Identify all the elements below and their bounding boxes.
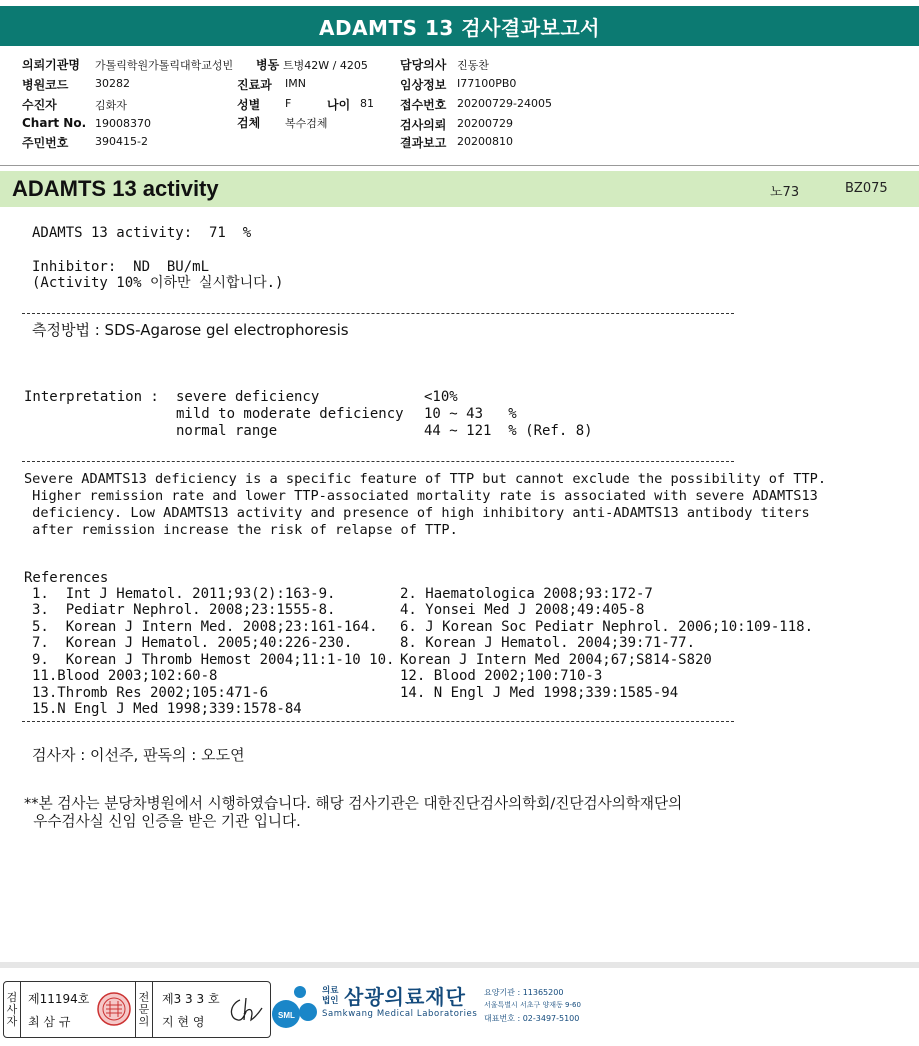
reference-item: 5. Korean J Intern Med. 2008;23:161-164. — [32, 619, 378, 635]
reference-item: 11.Blood 2003;102:60-8 — [32, 668, 218, 684]
inhibitor-result: Inhibitor: ND BU/mL — [32, 259, 210, 275]
clinical-info-label: 임상정보 — [400, 78, 447, 92]
section-band — [0, 171, 919, 207]
examiner-name: 최 삼 규 — [28, 1015, 71, 1029]
org-contact: 대표번호 : 02-3497-5100 — [484, 1014, 580, 1023]
doctor-value: 진동찬 — [457, 59, 489, 72]
ward-value: 트병42W / 4205 — [283, 59, 368, 72]
inhibitor-note: (Activity 10% 이하만 실시합니다.) — [32, 275, 284, 291]
interp-category: normal range — [176, 423, 278, 439]
report-date-value: 20200810 — [457, 135, 513, 148]
reference-item: 2. Haematologica 2008;93:172-7 — [400, 586, 653, 602]
interp-category: severe deficiency — [176, 389, 320, 405]
chart-no-value: 19008370 — [95, 117, 151, 130]
section-title: ADAMTS 13 activity — [12, 176, 219, 201]
notice-line: 우수검사실 신임 인증을 받은 기관 입니다. — [24, 813, 301, 830]
receipt-no-label: 접수번호 — [400, 98, 447, 112]
logo-text: SML — [278, 1011, 295, 1020]
age-value: 81 — [360, 97, 374, 110]
report-title: ADAMTS 13 검사결과보고서 — [0, 6, 919, 46]
ward-label: 병동 — [256, 58, 280, 72]
hospital-code-label: 병원코드 — [22, 78, 69, 92]
sml-logo-icon — [272, 984, 320, 1032]
specialist-name: 지 현 영 — [162, 1015, 205, 1029]
paragraph-line: after remission increase the risk of relapse of TTP. — [24, 522, 458, 538]
interp-category: mild to moderate deficiency — [176, 406, 404, 422]
method-line: 측정방법 : SDS-Agarose gel electrophoresis — [32, 321, 349, 339]
report-footer — [0, 962, 919, 1046]
examiner-license-no: 제11194호 — [28, 992, 90, 1006]
reference-item: 8. Korean J Hematol. 2004;39:71-77. — [400, 635, 696, 651]
report-body — [0, 215, 919, 955]
examiner-line: 검사자 : 이선주, 판독의 : 오도연 — [32, 746, 245, 764]
dashed-separator — [22, 461, 734, 462]
org-contact: 서울특별시 서초구 양재동 9-60 — [484, 1001, 581, 1009]
reference-item: Korean J Intern Med 2004;67;S814-S820 — [400, 652, 712, 668]
reference-item: 13.Thromb Res 2002;105:471-6 — [32, 685, 269, 701]
reference-item: 6. J Korean Soc Pediatr Nephrol. 2006;10:109-118. — [400, 619, 814, 635]
reference-item: 4. Yonsei Med J 2008;49:405-8 — [400, 602, 645, 618]
request-label: 검사의뢰 — [400, 118, 447, 132]
dashed-separator — [22, 313, 734, 314]
activity-result: ADAMTS 13 activity: 71 % — [32, 225, 252, 241]
chart-no-label: Chart No. — [22, 116, 87, 130]
reference-item: 1. Int J Hematol. 2011;93(2):163-9. — [32, 586, 336, 602]
hospital-code-value: 30282 — [95, 77, 130, 90]
institution-value: 가톨릭학원가톨릭대학교성빈 — [95, 59, 234, 72]
org-prefix: 의료법인 — [322, 986, 339, 1006]
interp-range: <10% — [424, 389, 458, 405]
section-code-1: 노73 — [770, 185, 800, 200]
dept-label: 진료과 — [237, 78, 272, 92]
doctor-label: 담당의사 — [400, 58, 447, 72]
report-header — [0, 50, 919, 166]
request-value: 20200729 — [457, 117, 513, 130]
patient-value: 김화자 — [95, 99, 127, 112]
specialist-license-no: 제3 3 3 호 — [162, 992, 220, 1006]
receipt-no-value: 20200729-24005 — [457, 97, 552, 110]
handwritten-signature — [226, 994, 266, 1026]
references-label: References — [24, 570, 109, 586]
paragraph-line: Higher remission rate and lower TTP-associated mortality rate is associated with severe ADAMTS13 — [24, 488, 818, 504]
reference-item: 7. Korean J Hematol. 2005;40:226-230. — [32, 635, 353, 651]
paragraph-line: Severe ADAMTS13 deficiency is a specific feature of TTP but cannot exclude the possibility of TTP. — [24, 471, 827, 487]
section-code-2: BZ075 — [845, 181, 888, 196]
dashed-separator — [22, 721, 734, 722]
specimen-label: 검체 — [237, 116, 261, 130]
org-contact: 요양기관 : 11365200 — [484, 988, 564, 997]
org-english-name: Samkwang Medical Laboratories — [322, 1009, 478, 1019]
red-seal-stamp — [96, 991, 132, 1027]
institution-label: 의뢰기관명 — [22, 58, 80, 72]
clinical-info-value: I77100PB0 — [457, 77, 517, 90]
resident-no-label: 주민번호 — [22, 136, 69, 150]
paragraph-line: deficiency. Low ADAMTS13 activity and presence of high inhibitory anti-ADAMTS13 antibody titers — [24, 505, 810, 521]
notice-line: **본 검사는 분당차병원에서 시행하였습니다. 해당 검사기관은 대한진단검사의학회/진단검사의학재단의 — [24, 795, 683, 812]
dept-value: IMN — [285, 77, 306, 90]
reference-item: 12. Blood 2002;100:710-3 — [400, 668, 603, 684]
signature-box — [3, 981, 271, 1038]
report-date-label: 결과보고 — [400, 136, 447, 150]
reference-item: 14. N Engl J Med 1998;339:1585-94 — [400, 685, 679, 701]
specimen-value: 복수검체 — [285, 117, 328, 130]
sex-value: F — [285, 97, 292, 110]
specialist-vertical-label: 전문의 — [135, 982, 153, 1037]
patient-label: 수진자 — [22, 98, 57, 112]
resident-no-value: 390415-2 — [95, 135, 148, 148]
reference-item: 3. Pediatr Nephrol. 2008;23:1555-8. — [32, 602, 336, 618]
interp-range: 10 ~ 43 % — [424, 406, 517, 422]
reference-item: 9. Korean J Thromb Hemost 2004;11:1-10 10. — [32, 652, 395, 668]
age-label: 나이 — [327, 98, 351, 112]
sex-label: 성별 — [237, 98, 261, 112]
examiner-vertical-label: 검사자 — [4, 982, 21, 1037]
interpretation-label: Interpretation : — [24, 389, 159, 405]
reference-item: 15.N Engl J Med 1998;339:1578-84 — [32, 701, 302, 717]
org-name: 삼광의료재단 — [344, 985, 466, 1009]
interp-range: 44 ~ 121 % (Ref. 8) — [424, 423, 593, 439]
